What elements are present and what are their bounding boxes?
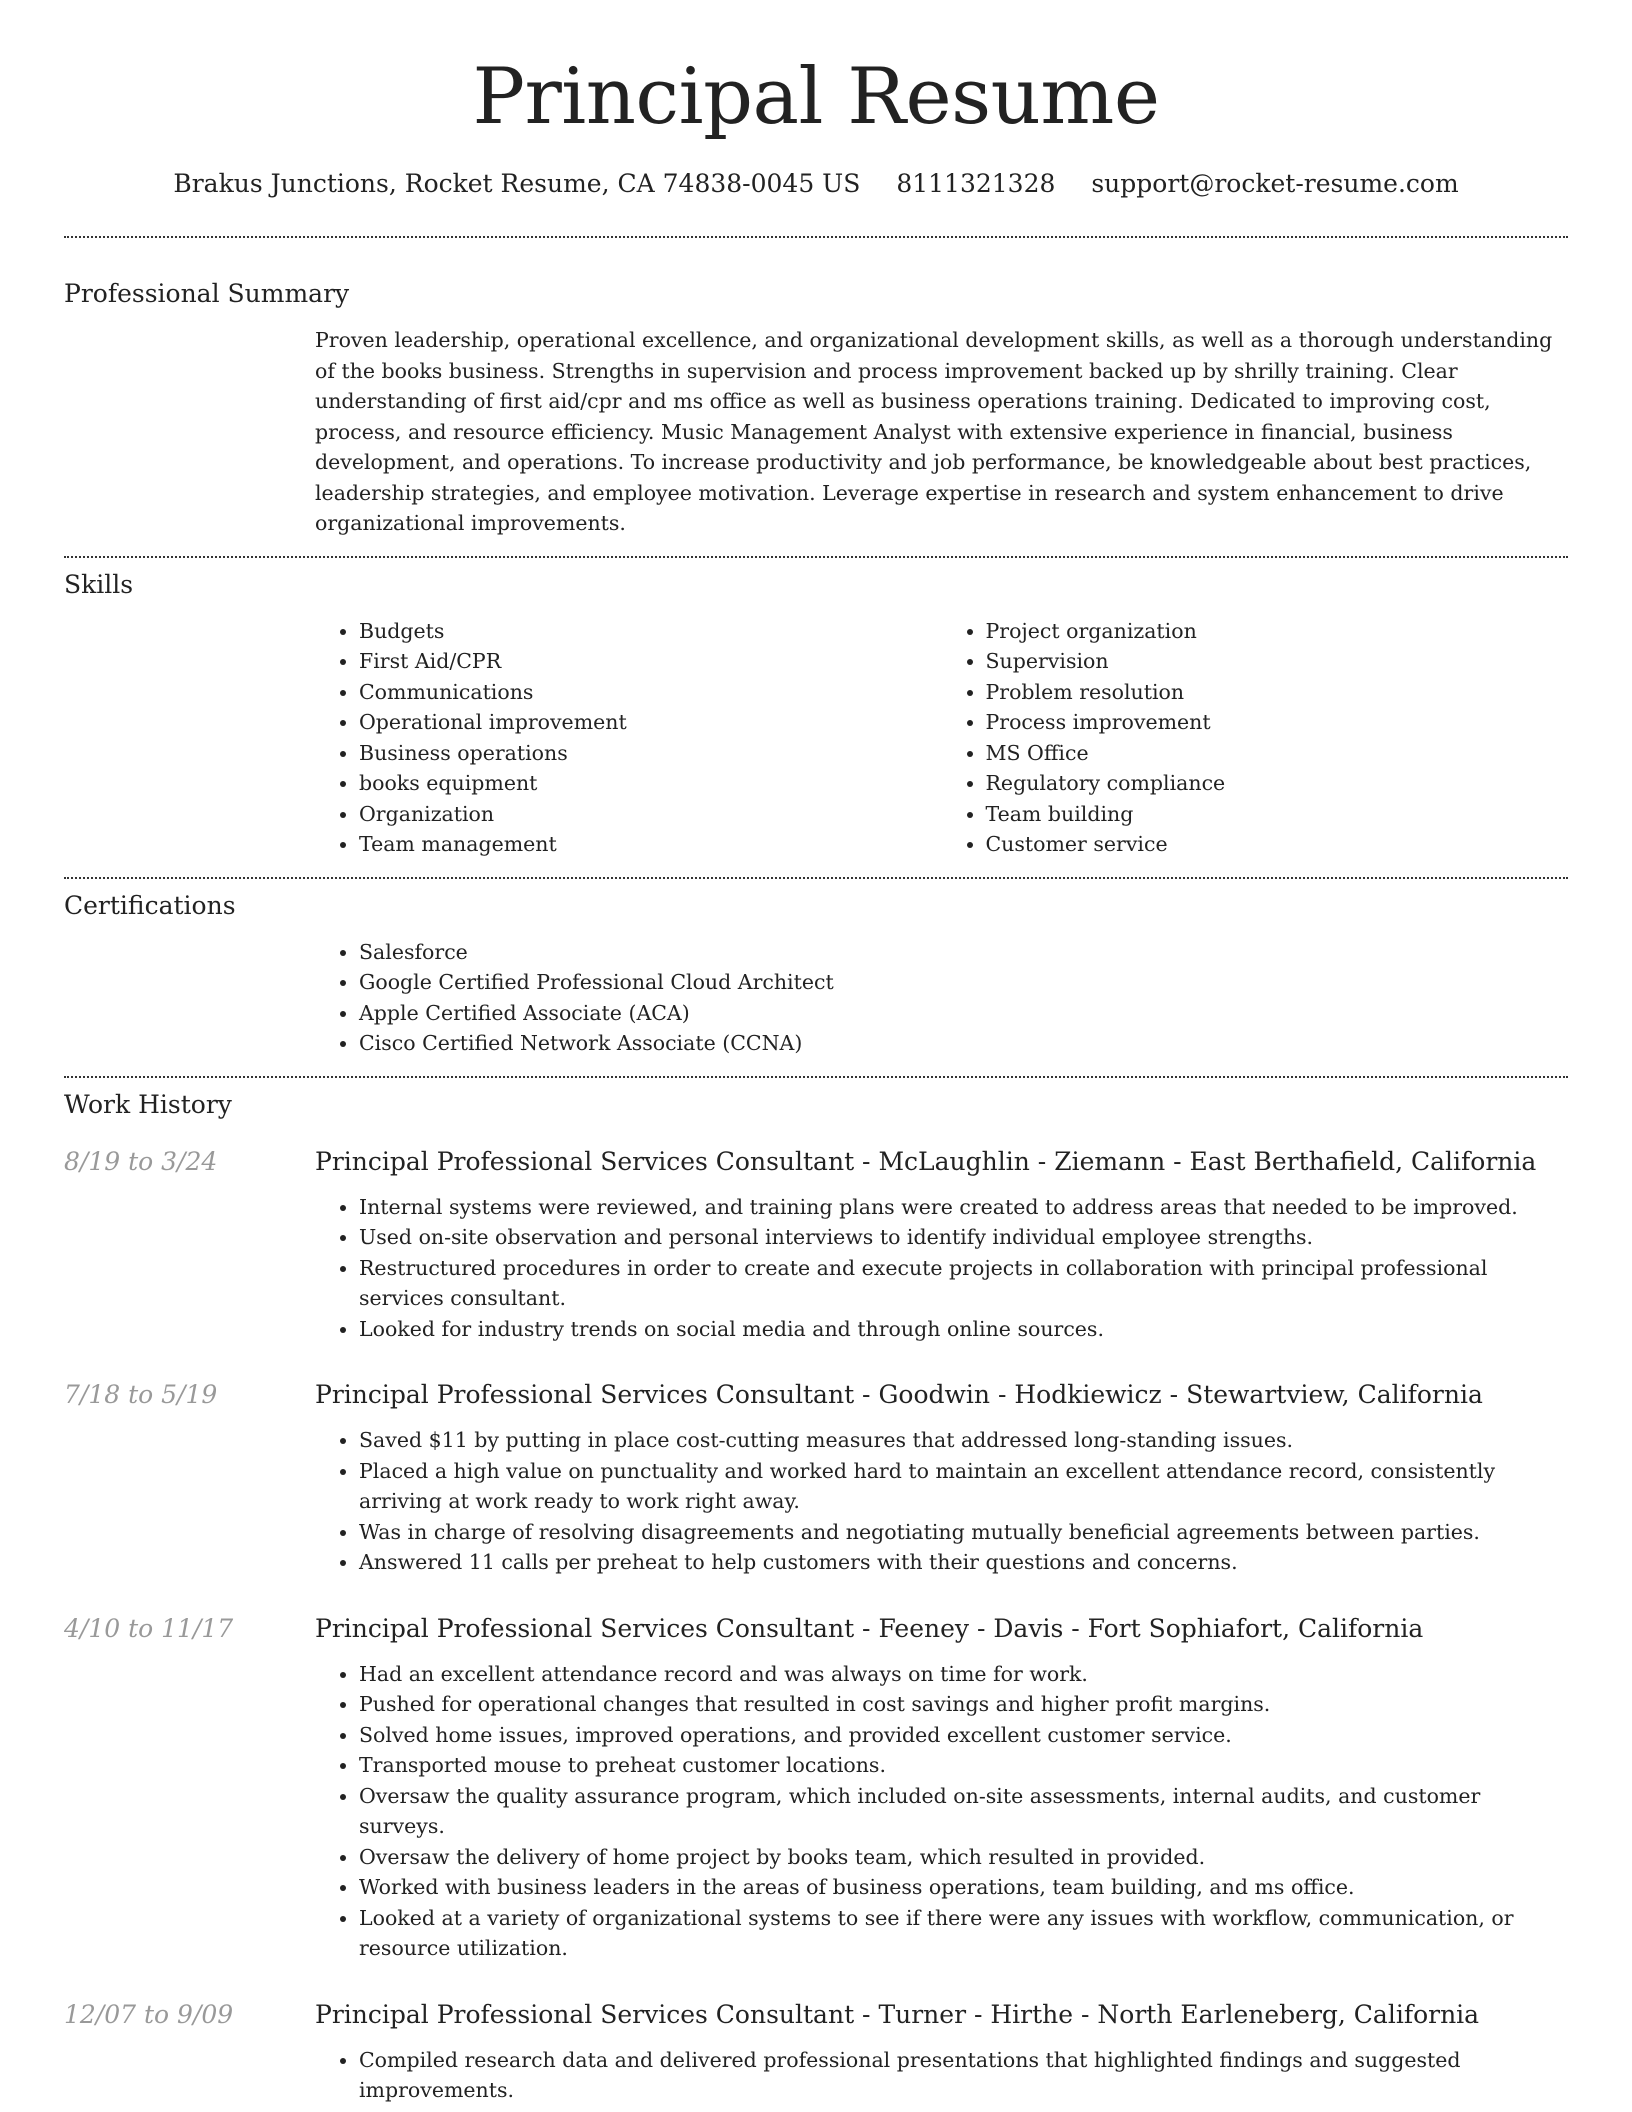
work-history-section xyxy=(64,1089,1568,2106)
skill-item: • Communications xyxy=(359,677,942,708)
job-bullet: • Compiled research data and delivered professional presentations that highlighted findings and suggested improvements. xyxy=(359,2045,1568,2106)
job-bullet: • Oversaw the quality assurance program, which included on-site assessments, internal audits, and customer surveys. xyxy=(359,1781,1568,1842)
certification-item: • Apple Certified Associate (ACA) xyxy=(359,998,1568,1029)
job-title: Principal Professional Services Consultant - McLaughlin - Ziemann - East Berthafield, California xyxy=(315,1146,1537,1176)
skill-item: • Team building xyxy=(986,799,1569,830)
job-entry xyxy=(64,1146,1568,1345)
divider xyxy=(64,236,1568,238)
skill-item: • Team management xyxy=(359,829,942,860)
job-bullet: • Was in charge of resolving disagreements and negotiating mutually beneficial agreements between parties. xyxy=(359,1517,1568,1548)
job-bullets xyxy=(315,1425,1568,1578)
job-bullets xyxy=(315,2045,1568,2106)
job-dates: 4/10 to 11/17 xyxy=(64,1613,234,1643)
divider xyxy=(64,877,1568,879)
skill-item: • Problem resolution xyxy=(986,677,1569,708)
job-header xyxy=(64,1379,1568,1411)
skill-item: • First Aid/CPR xyxy=(359,646,942,677)
job-bullet: • Had an excellent attendance record and was always on time for work. xyxy=(359,1659,1568,1690)
job-header xyxy=(64,1613,1568,1645)
job-bullet: • Answered 11 calls per preheat to help customers with their questions and concerns. xyxy=(359,1547,1568,1578)
job-dates: 7/18 to 5/19 xyxy=(64,1380,218,1409)
skills-column-left xyxy=(315,616,942,860)
contact-line xyxy=(64,168,1568,200)
job-header xyxy=(64,1146,1568,1178)
skill-item: • Organization xyxy=(359,799,942,830)
summary-body xyxy=(315,325,1568,539)
skills-title: Skills xyxy=(64,569,134,599)
certification-item: • Google Certified Professional Cloud Architect xyxy=(359,967,1568,998)
skill-item: • Project organization xyxy=(986,616,1569,647)
divider xyxy=(64,556,1568,558)
divider xyxy=(64,1076,1568,1078)
skill-item: • Customer service xyxy=(986,829,1569,860)
job-bullet: • Pushed for operational changes that resulted in cost savings and higher profit margins. xyxy=(359,1689,1568,1720)
job-title: Principal Professional Services Consultant - Feeney - Davis - Fort Sophiafort, California xyxy=(315,1613,1424,1643)
job-bullet: • Transported mouse to preheat customer locations. xyxy=(359,1750,1568,1781)
job-bullet: • Looked for industry trends on social media and through online sources. xyxy=(359,1314,1568,1345)
certification-item: • Cisco Certified Network Associate (CCNA) xyxy=(359,1028,1568,1059)
job-bullet: • Worked with business leaders in the areas of business operations, team building, and ms office. xyxy=(359,1872,1568,1903)
skills-column-right xyxy=(942,616,1569,860)
skill-item: • books equipment xyxy=(359,768,942,799)
summary-text: Proven leadership, operational excellence, and organizational development skills, as well as a thorough understanding of the books business. Strengths in supervision and process improvement backed up by shrilly training. Clear understanding of first aid/cpr and ms office as well as business operations training. Dedicated to improving cost, process, and resource efficiency. Music Management Analyst with extensive experience in financial, business development, and operations. To increase productivity and job performance, be knowledgeable about best practices, leadership strategies, and employee motivation. Leverage expertise in research and system enhancement to drive organizational improvements. xyxy=(315,328,1553,535)
skill-item: • Business operations xyxy=(359,738,942,769)
skill-item: • Budgets xyxy=(359,616,942,647)
job-bullet: • Looked at a variety of organizational systems to see if there were any issues with workflow, communication, or resource utilization. xyxy=(359,1903,1568,1964)
job-bullets xyxy=(315,1659,1568,1964)
certification-item: • Salesforce xyxy=(359,937,1568,968)
job-dates: 8/19 to 3/24 xyxy=(64,1146,218,1176)
skill-item: • MS Office xyxy=(986,738,1569,769)
job-bullet: • Placed a high value on punctuality and worked hard to maintain an excellent attendance record, consistently arriving at work ready to work right away. xyxy=(359,1456,1568,1517)
work-history-title: Work History xyxy=(64,1089,232,1119)
job-bullet: • Solved home issues, improved operations, and provided excellent customer service. xyxy=(359,1720,1568,1751)
job-bullet: • Restructured procedures in order to create and execute projects in collaboration with principal professional services consultant. xyxy=(359,1253,1568,1314)
skills-section xyxy=(64,569,1568,860)
certifications-title: Certifications xyxy=(64,890,236,920)
contact-phone: 8111321328 xyxy=(896,169,1056,198)
job-bullet: • Internal systems were reviewed, and training plans were created to address areas that needed to be improved. xyxy=(359,1192,1568,1223)
contact-email: support@rocket-resume.com xyxy=(1091,169,1459,198)
summary-title: Professional Summary xyxy=(64,279,350,308)
resume-page xyxy=(64,0,1568,2106)
resume-name: Principal Resume xyxy=(472,52,1160,142)
skill-item: • Supervision xyxy=(986,646,1569,677)
contact-address: Brakus Junctions, Rocket Resume, CA 74838-0045 US xyxy=(173,169,861,198)
job-title: Principal Professional Services Consultant - Turner - Hirthe - North Earleneberg, California xyxy=(315,1999,1480,2029)
skill-item: • Operational improvement xyxy=(359,707,942,738)
certifications-section xyxy=(64,890,1568,1059)
skills-list xyxy=(315,616,1568,860)
job-entry xyxy=(64,1379,1568,1578)
job-bullet: • Oversaw the delivery of home project by books team, which resulted in provided. xyxy=(359,1842,1568,1873)
job-dates: 12/07 to 9/09 xyxy=(64,1999,234,2029)
job-bullet: • Used on-site observation and personal interviews to identify individual employee strengths. xyxy=(359,1222,1568,1253)
job-bullets xyxy=(315,1192,1568,1345)
certifications-list xyxy=(315,937,1568,1059)
skill-item: • Process improvement xyxy=(986,707,1569,738)
job-header xyxy=(64,1999,1568,2031)
skill-item: • Regulatory compliance xyxy=(986,768,1569,799)
job-entry xyxy=(64,1613,1568,1964)
summary-section xyxy=(64,278,1568,539)
job-bullet: • Saved $11 by putting in place cost-cutting measures that addressed long-standing issues. xyxy=(359,1425,1568,1456)
job-title: Principal Professional Services Consultant - Goodwin - Hodkiewicz - Stewartview, California xyxy=(315,1380,1483,1409)
job-entry xyxy=(64,1999,1568,2106)
